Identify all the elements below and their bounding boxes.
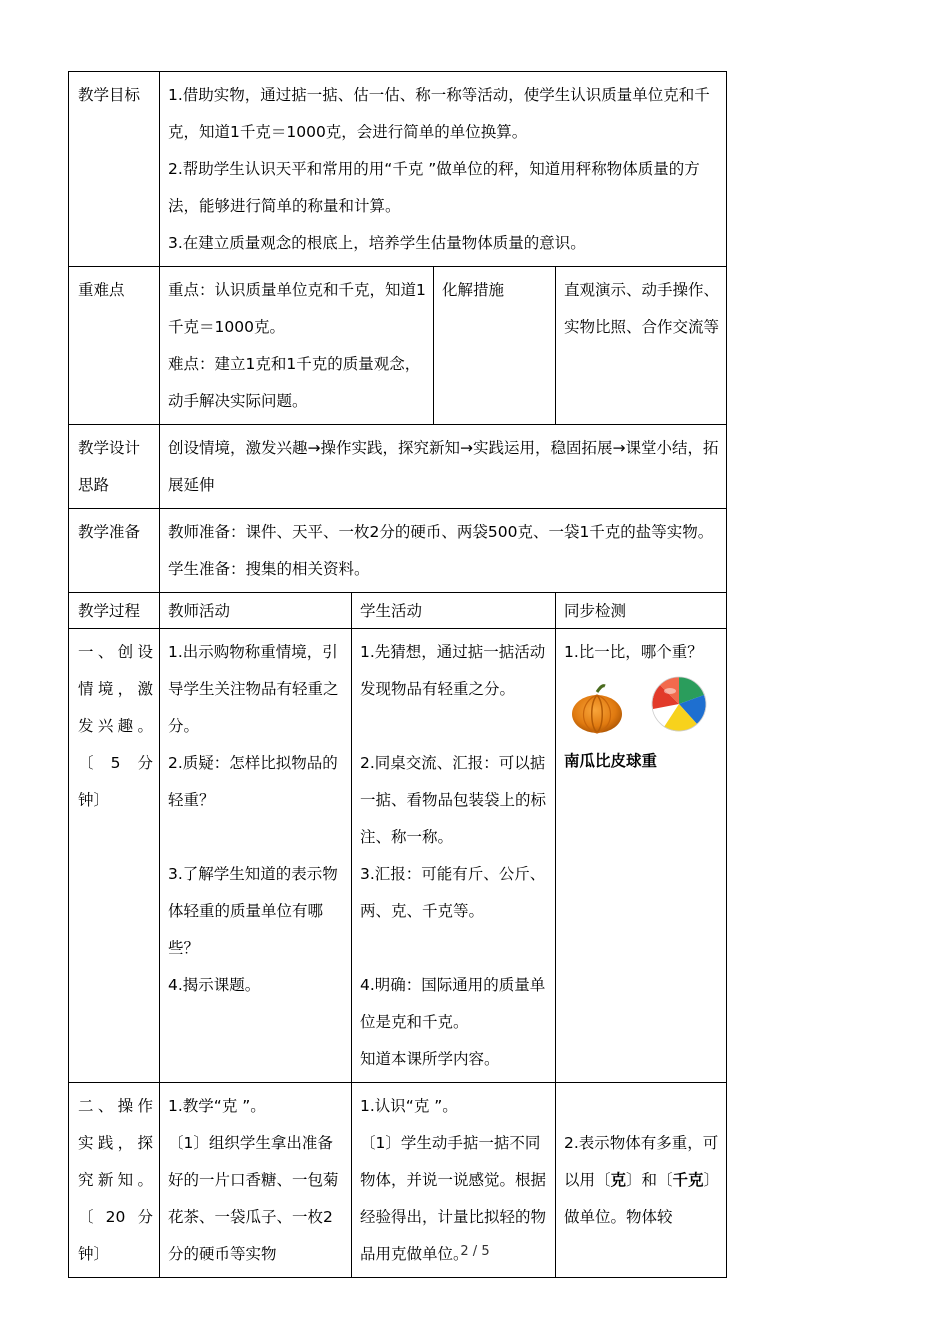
design-label: 教学设计 思路	[69, 425, 160, 509]
section2-stage: 二、操作 实践，探 究新知。 〔20分 钟〕	[69, 1083, 160, 1278]
hard-point: 难点：建立1克和1千克的质量观念，动手解决实际问题。	[168, 355, 421, 410]
header-teacher: 教师活动	[160, 593, 352, 629]
header-check: 同步检测	[556, 593, 727, 629]
objective-item: 1.借助实物，通过掂一掂、估一估、称一称等活动，使学生认识质量单位克和千克，知道1千克＝1000克，会进行简单的单位换算。	[168, 86, 710, 141]
process-header-row	[69, 593, 727, 629]
section1-row	[69, 629, 727, 1083]
section1-stage: 一、创设 情境，激 发兴趣。 〔5分 钟〕	[69, 629, 160, 1083]
method-text: 直观演示、动手操作、实物比照、合作交流等	[556, 267, 727, 425]
objective-item: 3.在建立质量观念的根底上，培养学生估量物体质量的意识。	[168, 234, 586, 252]
beach-ball-icon	[650, 675, 708, 733]
objectives-row	[69, 72, 727, 267]
pumpkin-icon	[570, 683, 624, 735]
preparation-row	[69, 509, 727, 593]
page-number: 2 / 5	[460, 1244, 490, 1259]
objectives-label: 教学目标	[69, 72, 160, 267]
difficulty-content	[160, 267, 434, 425]
preparation-content	[160, 509, 727, 593]
objective-item: 2.帮助学生认识天平和常用的用“千克 ”做单位的秤，知道用秤称物体质量的方法，能够进行简单的称量和计算。	[168, 160, 700, 215]
design-row	[69, 425, 727, 509]
section2-teacher: 1.教学“克 ”。 〔1〕组织学生拿出准备好的一片口香糖、一包菊花茶、一袋瓜子、一枚2分的硬币等实物	[160, 1083, 352, 1278]
header-process: 教学过程	[69, 593, 160, 629]
check-question-2: 2.表示物体有多重，可以用〔克〕和〔千克〕做单位。物体较	[564, 1134, 720, 1226]
preparation-label: 教学准备	[69, 509, 160, 593]
header-student: 学生活动	[352, 593, 556, 629]
method-label: 化解措施	[434, 267, 556, 425]
section1-check: 1.比一比，哪个重？ 南瓜比皮球重	[556, 629, 727, 1083]
difficulty-label: 重难点	[69, 267, 160, 425]
section1-teacher: 1.出示购物称重情境，引导学生关注物品有轻重之分。 2.质疑：怎样比拟物品的轻重？ 3.了解学生知道的表示物体轻重的质量单位有哪些？ 4.揭示课题。	[160, 629, 352, 1083]
design-content: 创设情境，激发兴趣→操作实践，探究新知→实践运用，稳固拓展→课堂小结，拓展延伸	[160, 425, 727, 509]
section1-student: 1.先猜想，通过掂一掂活动发现物品有轻重之分。 2.同桌交流、汇报：可以掂一掂、看物品包装袋上的标注、称一称。 3.汇报：可能有斤、公斤、两、克、千克等。 4.明确：国际通用的质量单位是克和千克。 知道本课所学内容。	[352, 629, 556, 1083]
objectives-content	[160, 72, 727, 267]
compare-images	[564, 673, 720, 743]
section2-student: 1.认识“克 ”。 〔1〕学生动手掂一掂不同物体，并说一说感觉。根据经验得出，计量比拟轻的物品用克做单位。	[352, 1083, 556, 1278]
lesson-plan-table	[68, 71, 727, 1278]
check-answer: 南瓜比皮球重	[564, 752, 658, 770]
teacher-preparation: 教师准备：课件、天平、一枚2分的硬币、两袋500克、一袋1千克的盐等实物。	[168, 523, 714, 541]
key-point: 重点：认识质量单位克和千克，知道1千克＝1000克。	[168, 281, 426, 336]
difficulty-row	[69, 267, 727, 425]
student-preparation: 学生准备：搜集的相关资料。	[168, 560, 370, 578]
